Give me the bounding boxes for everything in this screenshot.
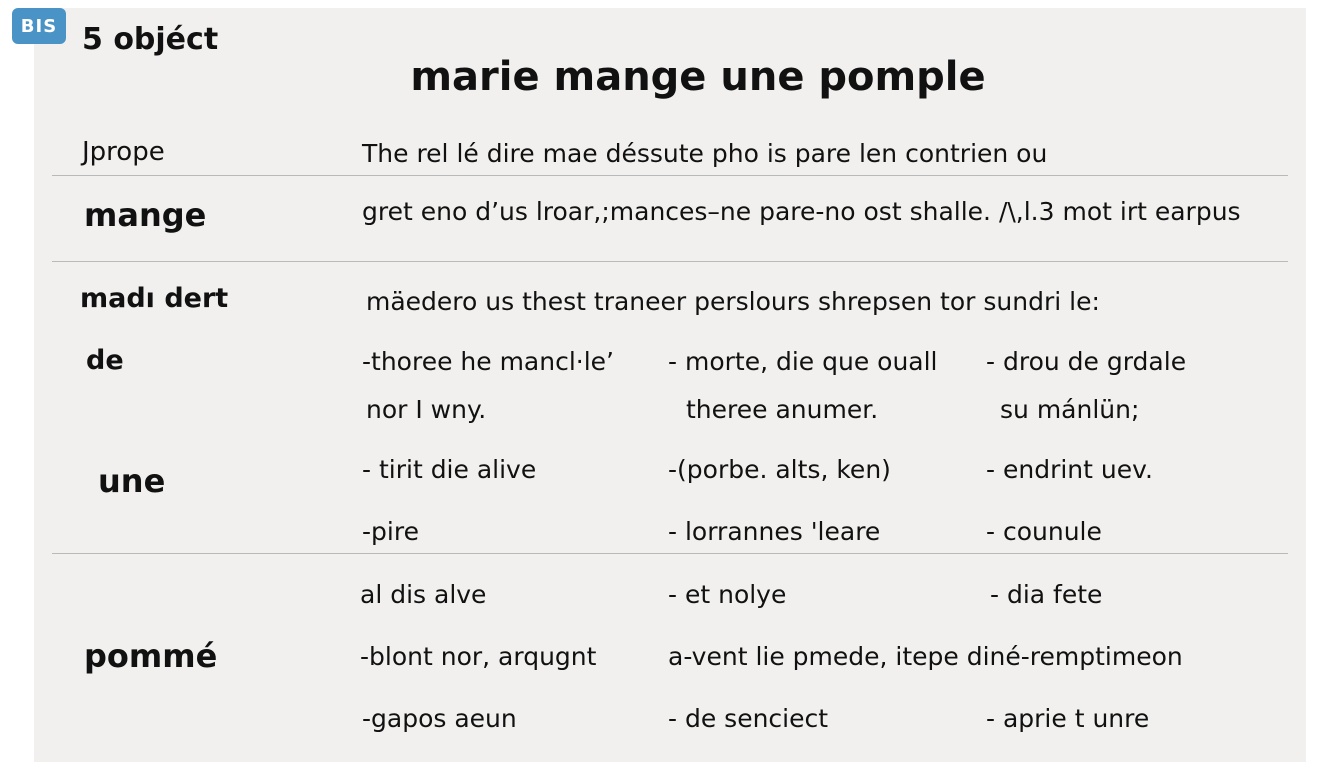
bis-logo-badge: BIS <box>12 8 66 44</box>
desc-madi-dert: mäedero us thest traneer perslours shrepsen tor sundri le: <box>366 287 1100 316</box>
cell: -pire <box>362 517 419 546</box>
cell: - drou de grdale <box>986 347 1187 376</box>
divider <box>52 553 1288 554</box>
cell: - dia fete <box>990 580 1103 609</box>
cell: - de senciect <box>668 704 829 733</box>
cell: -blont nor, arqugnt <box>360 642 597 671</box>
cell: theree anumer. <box>686 395 879 424</box>
desc-mange: gret eno d’us lroar,;mances–ne pare-no ost shalle. /\,l.3 mot irt earpus <box>362 197 1241 226</box>
cell: - aprie t unre <box>986 704 1150 733</box>
term-jprope: Jprope <box>82 137 165 167</box>
cell: al dis alve <box>360 580 487 609</box>
cell: - morte, die que ouall <box>668 347 938 376</box>
page-title: marie mange une pomple <box>410 54 986 100</box>
cell: - et nolye <box>668 580 787 609</box>
term-madi-dert: madı dert <box>80 283 229 314</box>
cell: -(porbe. alts, ken) <box>668 455 891 484</box>
cell: -gapos aeun <box>362 704 517 733</box>
cell: - endrint uev. <box>986 455 1153 484</box>
divider <box>52 261 1288 262</box>
cell: nor I wny. <box>366 395 487 424</box>
term-de: de <box>86 345 124 376</box>
cell: - tirit die alive <box>362 455 537 484</box>
desc-jprope: The rel lé dire mae déssute pho is pare len contrien ou <box>362 139 1048 168</box>
term-pomme: pommé <box>84 637 218 675</box>
term-mange: mange <box>84 196 207 234</box>
divider <box>52 175 1288 176</box>
cell: a-vent lie pmede, itepe diné-remptimeon <box>668 642 1183 671</box>
term-une: une <box>98 462 166 500</box>
cell: - lorrannes 'leare <box>668 517 881 546</box>
cell: su mánlün; <box>1000 395 1140 424</box>
cell: -thoree he mancl·le’ <box>362 347 615 376</box>
cell: - counule <box>986 517 1102 546</box>
header-label: 5 objéct <box>82 22 219 57</box>
